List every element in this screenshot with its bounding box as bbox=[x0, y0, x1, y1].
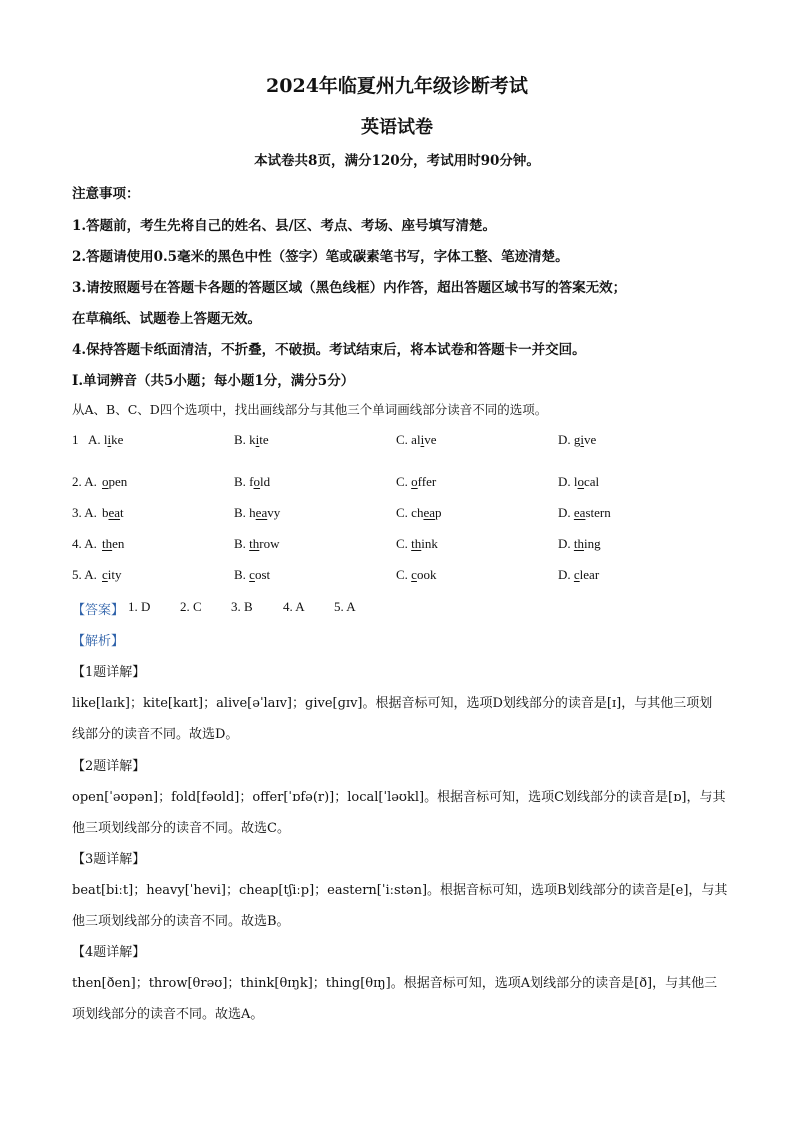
analysis-label: 【解析】 bbox=[72, 633, 125, 648]
underlined-part: o bbox=[577, 474, 585, 489]
word-part: row bbox=[259, 536, 280, 551]
underlined-part: c bbox=[573, 567, 580, 582]
analysis-tag bbox=[72, 630, 124, 649]
word-part: ing bbox=[584, 536, 601, 551]
word-part: ke bbox=[111, 432, 124, 447]
note-item: 1.答题前，考生先将自己的姓名、县/区、考点、考场、座号填写清楚。 bbox=[72, 218, 497, 234]
question-option bbox=[234, 536, 280, 552]
note-item: 3.请按照题号在答题卡各题的答题区域（黑色线框）内作答，超出答题区域书写的答案无效； bbox=[72, 280, 627, 296]
word-part: te bbox=[259, 432, 269, 447]
question-option bbox=[234, 567, 270, 583]
underlined-part: c bbox=[249, 567, 255, 582]
question-number: 2. A. bbox=[72, 474, 97, 489]
section-heading: Ⅰ.单词辨音（共5小题；每小题1分，满分5分） bbox=[72, 373, 355, 389]
question-option bbox=[396, 505, 442, 521]
detail-heading: 【1题详解】 bbox=[72, 665, 146, 680]
note-item: 2.答题请使用0.5毫米的黑色中性（签字）笔或碳素笔书写，字体工整、笔迹清楚。 bbox=[72, 249, 569, 265]
question-number: 1 bbox=[72, 432, 79, 447]
underlined-part: i bbox=[255, 432, 260, 447]
question-option bbox=[102, 474, 127, 490]
question-option bbox=[234, 505, 280, 521]
detail-heading: 【2题详解】 bbox=[72, 759, 146, 774]
underlined-part: o bbox=[102, 474, 109, 489]
question-number: 3. A. bbox=[72, 505, 97, 520]
underlined-part: i bbox=[107, 432, 112, 447]
question-option bbox=[558, 567, 599, 583]
option-label: C. bbox=[396, 505, 412, 520]
word-part: ch bbox=[411, 505, 424, 520]
word-part: vy bbox=[267, 505, 281, 520]
word-part: l bbox=[103, 432, 108, 447]
underlined-part: ea bbox=[255, 505, 268, 520]
word-part: ffer bbox=[417, 474, 437, 489]
word-part: l bbox=[573, 474, 578, 489]
word-part: b bbox=[102, 505, 109, 520]
option-label: B. bbox=[234, 432, 250, 447]
word-part: stern bbox=[585, 505, 611, 520]
word-part: t bbox=[120, 505, 124, 520]
exam-info: 本试卷共8页，满分120分，考试用时90分钟。 bbox=[254, 153, 540, 169]
option-label: D. bbox=[558, 505, 574, 520]
question-number: 4. A. bbox=[72, 536, 97, 551]
question-option bbox=[88, 432, 123, 448]
word-part: h bbox=[249, 505, 256, 520]
option-label: B. bbox=[234, 505, 250, 520]
underlined-part: c bbox=[411, 567, 417, 582]
answer-tag: 【答案】 bbox=[72, 602, 125, 617]
detail-line: beat[biːt]；heavy[ˈhevi]；cheap[tʃiːp]；eastern[ˈiːstən]。根据音标可知，选项B划线部分的读音是[e]，与其 bbox=[72, 883, 728, 898]
answer-5: 5. A bbox=[334, 599, 356, 614]
word-part: ld bbox=[260, 474, 271, 489]
question-option bbox=[558, 536, 601, 552]
question-option bbox=[396, 536, 438, 552]
question-option bbox=[234, 474, 270, 490]
word-part: ost bbox=[254, 567, 271, 582]
detail-line: then[ðen]；throw[θrəʊ]；think[θɪŋk]；thing[θɪŋ]。根据音标可知，选项A划线部分的读音是[ð]，与其他三 bbox=[72, 976, 718, 991]
question-option bbox=[558, 505, 611, 521]
word-part: ity bbox=[107, 567, 122, 582]
detail-line: 他三项划线部分的读音不同。故选C。 bbox=[72, 821, 290, 836]
detail-line: like[laɪk]；kite[kaɪt]；alive[əˈlaɪv]；give[ɡɪv]。根据音标可知，选项D划线部分的读音是[ɪ]，与其他三项划 bbox=[72, 696, 713, 711]
option-label: C. bbox=[396, 567, 412, 582]
question-option bbox=[396, 432, 436, 448]
question-option bbox=[558, 474, 599, 490]
underlined-part: th bbox=[411, 536, 422, 551]
option-label: C. bbox=[396, 474, 412, 489]
question-option bbox=[558, 432, 596, 448]
answer-2: 2. C bbox=[180, 599, 202, 614]
notes-heading: 注意事项： bbox=[72, 186, 140, 202]
underlined-part: ea bbox=[423, 505, 435, 520]
underlined-part: c bbox=[102, 567, 108, 582]
option-label: B. bbox=[234, 567, 250, 582]
answer-4: 4. A bbox=[283, 599, 305, 614]
word-part: f bbox=[249, 474, 254, 489]
word-part: ook bbox=[416, 567, 437, 582]
question-option bbox=[102, 505, 124, 521]
option-label: A. bbox=[88, 432, 104, 447]
question-number: 5. A. bbox=[72, 567, 97, 582]
option-label: B. bbox=[234, 536, 250, 551]
detail-line: 项划线部分的读音不同。故选A。 bbox=[72, 1007, 264, 1022]
option-label: D. bbox=[558, 432, 574, 447]
word-part: p bbox=[435, 505, 442, 520]
option-label: D. bbox=[558, 474, 574, 489]
underlined-part: o bbox=[253, 474, 261, 489]
word-part: g bbox=[573, 432, 581, 447]
note-item: 在草稿纸、试题卷上答题无效。 bbox=[72, 311, 261, 327]
word-part: lear bbox=[579, 567, 600, 582]
word-part: al bbox=[411, 432, 421, 447]
detail-heading: 【3题详解】 bbox=[72, 852, 146, 867]
underlined-part: o bbox=[411, 474, 418, 489]
word-part: ve bbox=[424, 432, 437, 447]
underlined-part: th bbox=[573, 536, 585, 551]
word-part: en bbox=[112, 536, 125, 551]
question-option bbox=[234, 432, 269, 448]
detail-heading: 【4题详解】 bbox=[72, 945, 146, 960]
option-label: C. bbox=[396, 536, 412, 551]
underlined-part: ea bbox=[573, 505, 586, 520]
answer-row bbox=[72, 599, 124, 618]
page-subtitle: 英语试卷 bbox=[361, 117, 433, 138]
section-instructions: 从A、B、C、D四个选项中，找出画线部分与其他三个单词画线部分读音不同的选项。 bbox=[72, 402, 548, 417]
option-label: D. bbox=[558, 536, 574, 551]
answer-1: 1. D bbox=[128, 599, 151, 614]
underlined-part: th bbox=[102, 536, 113, 551]
answer-3: 3. B bbox=[231, 599, 253, 614]
question-option bbox=[396, 474, 436, 490]
option-label: C. bbox=[396, 432, 412, 447]
question-option bbox=[102, 567, 122, 583]
question-option bbox=[102, 536, 124, 552]
detail-line: 他三项划线部分的读音不同。故选B。 bbox=[72, 914, 290, 929]
word-part: ve bbox=[584, 432, 597, 447]
underlined-part: i bbox=[420, 432, 425, 447]
option-label: D. bbox=[558, 567, 574, 582]
option-label: B. bbox=[234, 474, 250, 489]
detail-line: open[ˈəʊpən]；fold[fəʊld]；offer[ˈɒfə(r)]；local[ˈləʊkl]。根据音标可知，选项C划线部分的读音是[ɒ]，与其 bbox=[72, 790, 726, 805]
word-part: ink bbox=[421, 536, 438, 551]
word-part: cal bbox=[584, 474, 600, 489]
note-item: 4.保持答题卡纸面清洁，不折叠，不破损。考试结束后，将本试卷和答题卡一并交回。 bbox=[72, 342, 586, 358]
word-part: pen bbox=[108, 474, 128, 489]
page-title: 2024年临夏州九年级诊断考试 bbox=[266, 75, 528, 97]
word-part: k bbox=[249, 432, 256, 447]
detail-line: 线部分的读音不同。故选D。 bbox=[72, 727, 239, 742]
question-option bbox=[396, 567, 436, 583]
underlined-part: ea bbox=[108, 505, 121, 520]
underlined-part: i bbox=[580, 432, 585, 447]
underlined-part: th bbox=[249, 536, 260, 551]
